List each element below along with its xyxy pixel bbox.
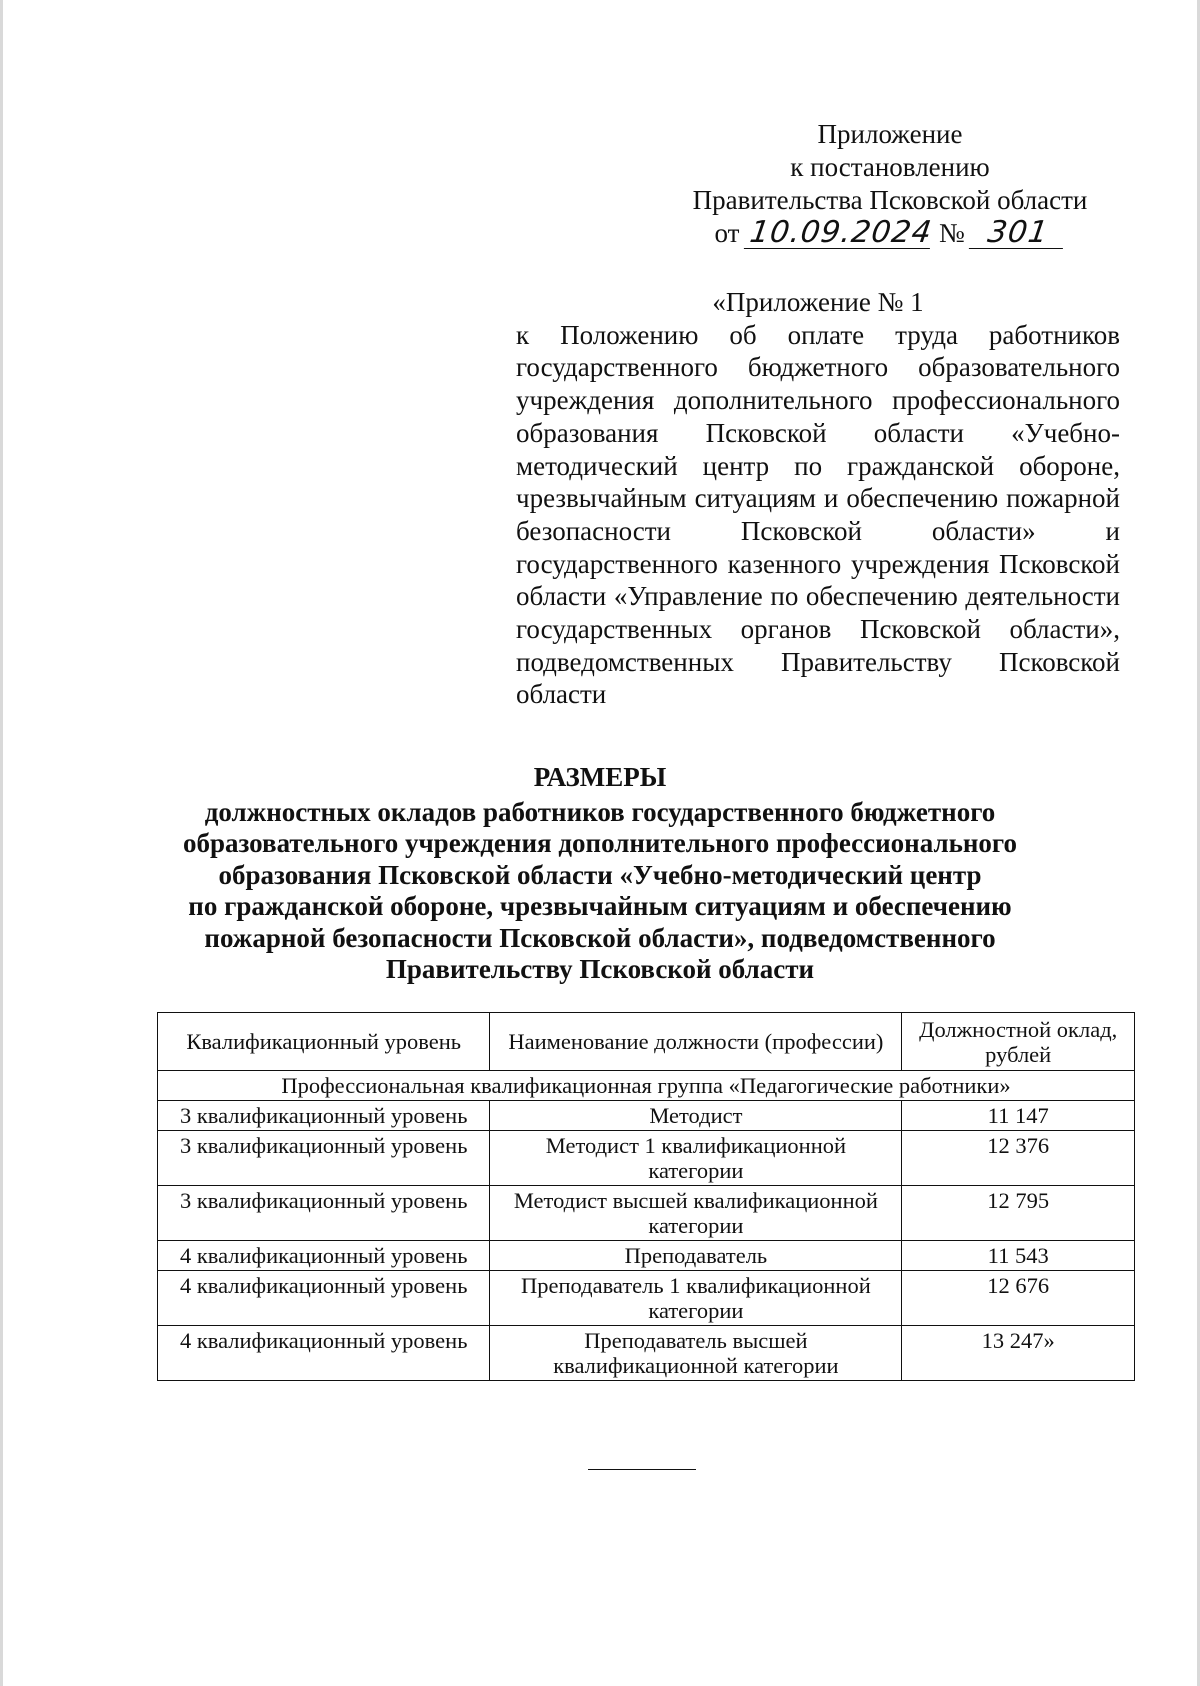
cell-level: 3 квалификационный уровень — [158, 1186, 490, 1241]
table-row — [158, 1241, 1135, 1271]
handwritten-number: 301 — [969, 218, 1067, 249]
header-salary: Должностной оклад, рублей — [902, 1013, 1135, 1071]
cell-position: Преподаватель — [490, 1241, 902, 1271]
scan-edge-left — [0, 0, 3, 1686]
table-row — [158, 1131, 1135, 1186]
cell-position: Преподаватель 1 квалификационной категории — [490, 1271, 902, 1326]
table-row — [158, 1101, 1135, 1131]
header-line-government: Правительства Псковской области — [692, 185, 1088, 215]
cell-level: 4 квалификационный уровень — [158, 1271, 490, 1326]
cell-salary: 12 376 — [902, 1131, 1135, 1186]
appendix-title: «Приложение № 1 — [712, 287, 924, 317]
appendix-block — [516, 286, 1120, 711]
cell-level: 3 квалификационный уровень — [158, 1101, 490, 1131]
cell-position: Преподаватель высшей квалификационной категории — [490, 1326, 902, 1381]
cell-salary: 11 147 — [902, 1101, 1135, 1131]
document-title — [150, 762, 1050, 986]
title-line: образования Псковской области «Учебно-методический центр — [218, 859, 982, 890]
table-row — [158, 1186, 1135, 1241]
title-line: Правительству Псковской области — [385, 954, 815, 984]
resolution-header — [660, 118, 1120, 250]
cell-position: Методист — [490, 1101, 902, 1131]
cell-position: Методист высшей квалификационной категории — [490, 1186, 902, 1241]
table-group-row — [158, 1071, 1135, 1101]
cell-level: 3 квалификационный уровень — [158, 1131, 490, 1186]
header-line-resolution: к постановлению — [790, 152, 990, 182]
table-header-row — [158, 1013, 1135, 1071]
cell-level: 4 квалификационный уровень — [158, 1241, 490, 1271]
cell-level: 4 квалификационный уровень — [158, 1326, 490, 1381]
date-prefix: от — [714, 218, 740, 248]
cell-salary: 12 795 — [902, 1186, 1135, 1241]
cell-salary: 13 247» — [902, 1326, 1135, 1381]
header-line-appendix: Приложение — [817, 119, 963, 149]
title-main: РАЗМЕРЫ — [533, 762, 667, 792]
header-position-name: Наименование должности (профессии) — [490, 1013, 902, 1071]
salary-table — [157, 1012, 1135, 1381]
title-line: пожарной безопасности Псковской области», подведомственного — [204, 922, 996, 953]
group-name: Профессиональная квалификационная группа «Педагогические работники» — [158, 1071, 1135, 1101]
handwritten-date: 10.09.2024 — [744, 218, 934, 249]
date-number-line — [715, 217, 1066, 250]
cell-salary: 11 543 — [902, 1241, 1135, 1271]
closing-rule — [588, 1469, 696, 1470]
cell-salary: 12 676 — [902, 1271, 1135, 1326]
table-row — [158, 1271, 1135, 1326]
header-qualification-level: Квалификационный уровень — [158, 1013, 490, 1071]
number-sign: № — [938, 218, 965, 248]
title-line: по гражданской обороне, чрезвычайным ситуациям и обеспечению — [188, 891, 1012, 921]
cell-position: Методист 1 квалификационной категории — [490, 1131, 902, 1186]
appendix-text: к Положению об оплате труда работников государственного бюджетного образовательного учреждения дополнительного профессионального образования Псковской области «Учебно-методический центр по гражданской обороне, чрезвычайным ситуациям и обеспечению пожарной безопасности Псковской области» и государственного казенного учреждения Псковской области «Управление по обеспечению деятельности государственных органов Псковской области», подведомственных Правительству Псковской области — [516, 319, 1120, 710]
table-row — [158, 1326, 1135, 1381]
title-line: должностных окладов работников государственного бюджетного — [204, 796, 996, 827]
title-line: образовательного учреждения дополнительного профессионального — [182, 828, 1018, 858]
